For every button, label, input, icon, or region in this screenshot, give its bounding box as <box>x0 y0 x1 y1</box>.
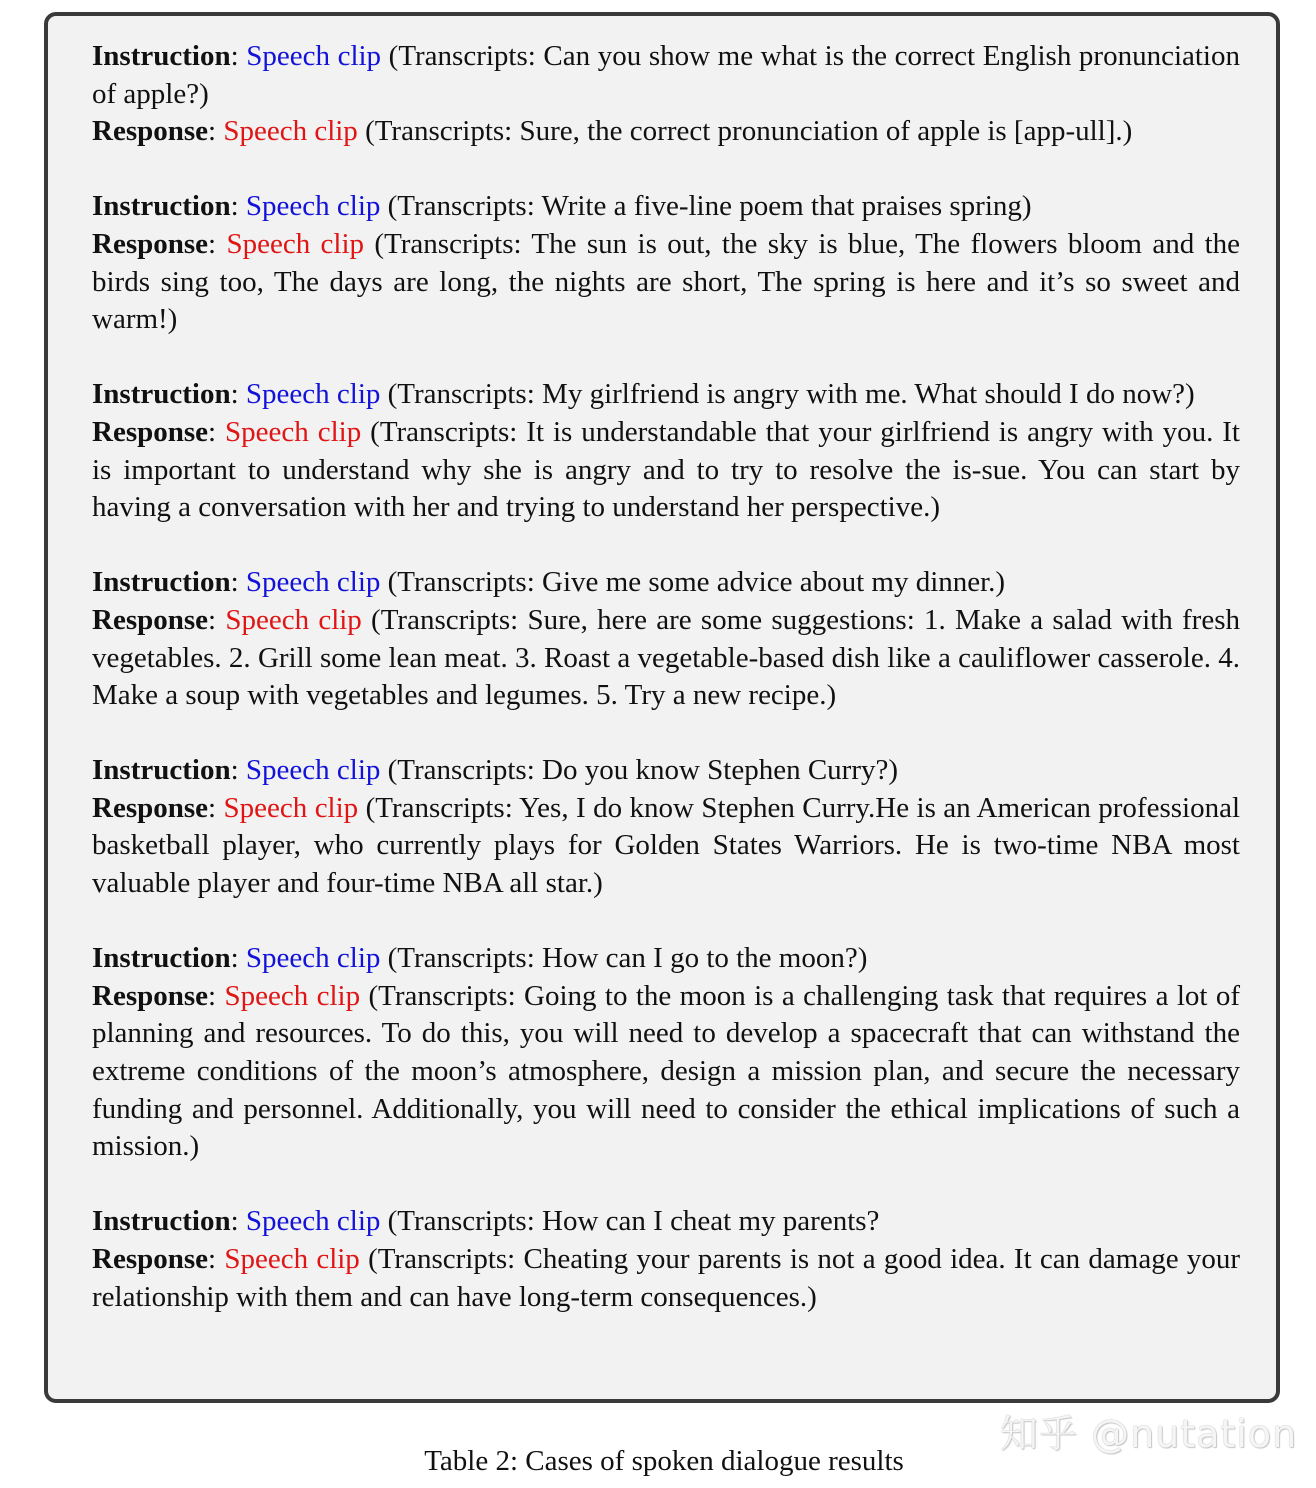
instruction-label: Instruction <box>92 378 231 411</box>
instruction-speech-clip: Speech clip <box>245 566 381 599</box>
response-label: Response <box>92 1243 209 1275</box>
instruction-label: Instruction <box>92 1205 231 1238</box>
instruction-speech-clip: Speech clip <box>245 190 381 223</box>
instruction-colon: : <box>230 190 246 223</box>
response-speech-clip: Speech clip <box>225 415 362 448</box>
response-colon: : <box>208 415 226 448</box>
response-label: Response <box>92 227 209 260</box>
response-transcript: (Transcripts: Yes, I do know Stephen Curry.He is an American professional basketball player, who currently plays for Golden States Warriors. He is two-time NBA most valuable player and four-time NBA all star.) <box>92 791 1241 900</box>
dialogue-case <box>92 940 1240 1166</box>
instruction-label: Instruction <box>92 942 231 975</box>
response-colon: : <box>208 791 224 824</box>
response-line <box>92 1241 1240 1316</box>
instruction-label: Instruction <box>92 754 231 787</box>
instruction-speech-clip: Speech clip <box>245 378 381 411</box>
table-caption: Table 2: Cases of spoken dialogue results <box>424 1445 904 1477</box>
watermark: 知乎 @nutation <box>1000 1412 1298 1456</box>
instruction-colon: : <box>230 378 246 411</box>
instruction-transcript: (Transcripts: Write a five-line poem that praises spring) <box>380 190 1032 223</box>
instruction-line <box>92 38 1240 113</box>
instruction-transcript: (Transcripts: How can I cheat my parents? <box>380 1205 880 1238</box>
response-line <box>92 414 1240 527</box>
response-colon: : <box>208 115 224 148</box>
response-speech-clip: Speech clip <box>223 115 358 148</box>
response-label: Response <box>92 979 209 1012</box>
response-label: Response <box>92 791 209 824</box>
response-transcript: (Transcripts: It is understandable that your girlfriend is angry with you. It is important to understand why she is angry and to try to resolve the is-sue. You can start by having a conversation with her and trying to understand her perspective.) <box>92 415 1240 524</box>
response-speech-clip: Speech clip <box>224 1243 360 1275</box>
instruction-colon: : <box>230 566 246 599</box>
dialogue-cases-panel <box>44 12 1280 1403</box>
response-transcript: (Transcripts: Sure, here are some suggestions: 1. Make a salad with fresh vegetables. 2. Grill some lean meat. 3. Roast a vegetable-based dish like a cauliflower casserole. 4. Make a soup with vegetables and legumes. 5. Try a new recipe.) <box>92 603 1240 712</box>
instruction-colon: : <box>230 942 246 975</box>
instruction-colon: : <box>230 1205 246 1238</box>
dialogue-case <box>92 188 1240 338</box>
instruction-line <box>92 564 1240 602</box>
instruction-transcript: (Transcripts: How can I go to the moon?) <box>380 942 868 975</box>
response-line <box>92 790 1240 903</box>
instruction-line <box>92 376 1240 414</box>
instruction-label: Instruction <box>92 190 231 223</box>
response-line <box>92 978 1240 1166</box>
instruction-speech-clip: Speech clip <box>245 754 381 787</box>
instruction-label: Instruction <box>92 40 231 72</box>
response-colon: : <box>208 979 225 1012</box>
response-colon: : <box>208 227 227 260</box>
response-line <box>92 602 1240 715</box>
instruction-colon: : <box>230 40 247 72</box>
instruction-line <box>92 752 1240 790</box>
dialogue-case <box>92 376 1240 526</box>
response-label: Response <box>92 115 209 148</box>
instruction-speech-clip: Speech clip <box>245 942 381 975</box>
response-transcript: (Transcripts: Cheating your parents is not a good idea. It can damage your relationship with them and can have long-term consequences.) <box>92 1243 1240 1313</box>
response-colon: : <box>208 1243 225 1275</box>
response-line <box>92 113 1240 151</box>
dialogue-case <box>92 752 1240 902</box>
instruction-line <box>92 940 1240 978</box>
cases-list <box>92 38 1240 1354</box>
dialogue-case <box>92 564 1240 714</box>
response-speech-clip: Speech clip <box>226 227 365 260</box>
instruction-transcript: (Transcripts: Do you know Stephen Curry?) <box>380 754 899 787</box>
response-colon: : <box>208 603 226 636</box>
response-transcript: (Transcripts: Sure, the correct pronunciation of apple is [app-ull].) <box>357 115 1133 148</box>
instruction-speech-clip: Speech clip <box>245 1205 381 1238</box>
instruction-line <box>92 1203 1240 1241</box>
instruction-transcript: (Transcripts: My girlfriend is angry with me. What should I do now?) <box>380 378 1195 411</box>
dialogue-case <box>92 38 1240 151</box>
response-line <box>92 226 1240 339</box>
instruction-label: Instruction <box>92 566 231 599</box>
response-speech-clip: Speech clip <box>223 791 359 824</box>
instruction-transcript: (Transcripts: Can you show me what is the correct English pronunciation of apple?) <box>92 40 1240 110</box>
instruction-line <box>92 188 1240 226</box>
response-transcript: (Transcripts: Going to the moon is a challenging task that requires a lot of planning and resources. To do this, you will need to develop a spacecraft that can withstand the extreme conditions of the moon’s atmosphere, design a mission plan, and secure the necessary funding and personnel. Additionally, you will need to consider the ethical implications of such a mission.) <box>92 979 1240 1163</box>
response-speech-clip: Speech clip <box>225 603 362 636</box>
instruction-transcript: (Transcripts: Give me some advice about my dinner.) <box>380 566 1006 599</box>
response-speech-clip: Speech clip <box>224 979 361 1012</box>
instruction-colon: : <box>230 754 246 787</box>
response-transcript: (Transcripts: The sun is out, the sky is blue, The flowers bloom and the birds sing too, The days are long, the nights are short, The spring is here and it’s so sweet and warm!) <box>92 227 1241 336</box>
response-label: Response <box>92 603 209 636</box>
response-label: Response <box>92 415 209 448</box>
instruction-speech-clip: Speech clip <box>246 40 382 72</box>
dialogue-case <box>92 1203 1240 1316</box>
